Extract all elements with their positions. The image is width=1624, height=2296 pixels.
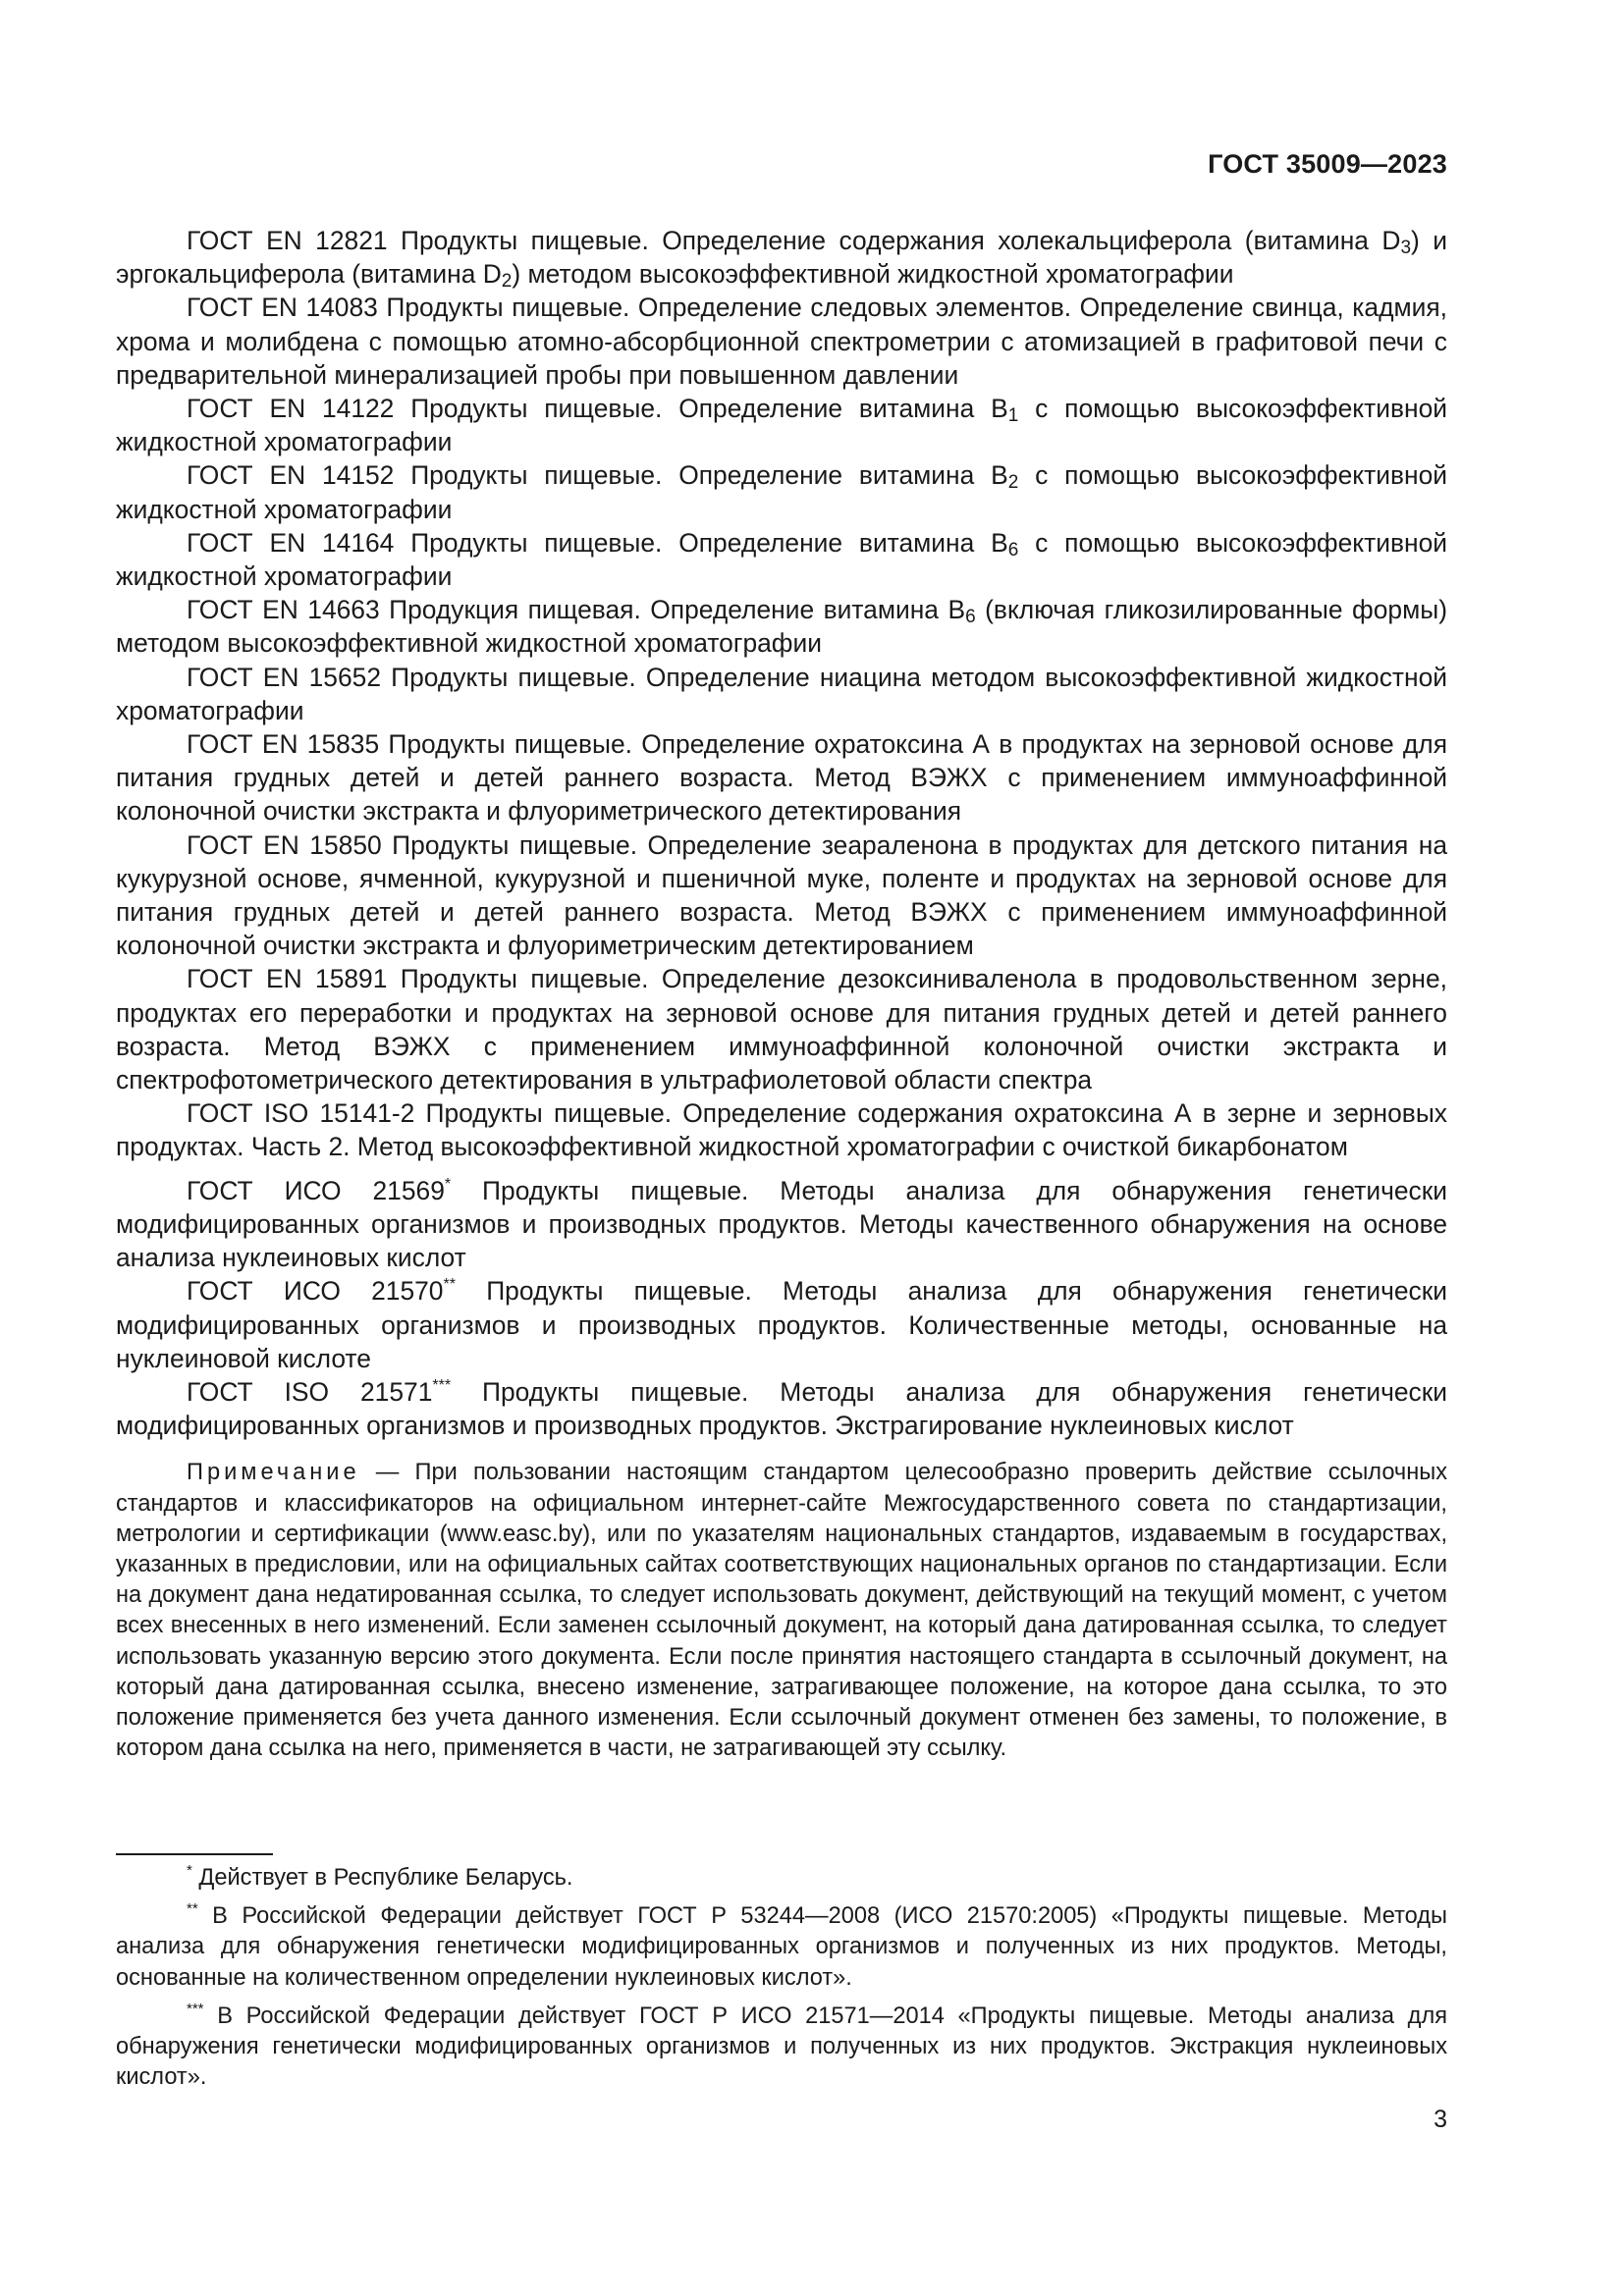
reference-item — [116, 593, 1447, 660]
reference-item — [116, 727, 1447, 828]
reference-item — [116, 392, 1447, 458]
reference-item — [116, 458, 1447, 525]
note-text: — При пользовании настоящим стандартом целесообразно проверить действие ссылочных стандартов и классификаторов на официальном интернет-сайте Межгосударственного совета по стандартизации, метрологии и сертификации (www.easc.by), или по указателям национальных стандартов, издаваемым в государствах, указанных в предисловии, или на официальных сайтах соответствующих национальных органов по стандартизации. Если на документ дана недатированная ссылка, то следует использовать документ, действующий на текущий момент, с учетом всех внесенных в него изменений. Если заменен ссылочный документ, на который дана датированная ссылка, то следует использовать указанную версию этого документа. Если после принятия настоящего стандарта в ссылочный документ, на который дана датированная ссылка, внесено изменение, затрагивающее положение, на которое дана ссылка, то это положение применяется без учета данного изменения. Если ссылочный документ отменен без замены, то положение, в котором дана ссылка на него, применяется в части, не затрагивающей эту ссылку. — [116, 1460, 1447, 1762]
footnote — [116, 2002, 1447, 2094]
reference-text: ) и эргокальциферола (витамина D — [116, 226, 1447, 290]
reference-text: ГОСТ EN 14164 Продукты пищевые. Определение витамина B — [187, 527, 1008, 558]
reference-text: ГОСТ ISO 21571 — [187, 1376, 433, 1407]
document-number-header: ГОСТ 35009—2023 — [1208, 149, 1447, 179]
reference-text: ГОСТ EN 14083 Продукты пищевые. Определение следовых элементов. Определение свинца, кадмия, хрома и молибдена с помощью атомно-абсорбционной спектрометрии с атомизацией в графитовой печи с предварительной минерализацией пробы при повышенном давлении — [116, 293, 1447, 390]
reference-text: ГОСТ EN 15891 Продукты пищевые. Определение дезоксиниваленола в продовольственном зерне, продуктах его переработки и продуктах на зерновой основе для питания грудных детей и детей раннего возраста. Метод ВЭЖХ с применением иммуноаффинной колоночной очистки экстракта и спектрофотометрического детектирования в ультрафиолетовой области спектра — [116, 964, 1447, 1095]
reference-text: ) методом высокоэффективной жидкостной хроматографии — [512, 259, 1234, 290]
reference-text: ГОСТ ИСО 21569 — [187, 1175, 445, 1205]
reference-item — [116, 962, 1447, 1096]
reference-text: (включая гликозилированные формы) методом высокоэффективной жидкостной хроматографии — [116, 595, 1447, 659]
subscript: 1 — [1007, 405, 1019, 427]
footnote-text: В Российской Федерации действует ГОСТ Р ИСО 21571—2014 «Продукты пищевые. Методы анализа для обнаружения генетически модифицированных организмов и полученных из них продуктов. Экстракция нуклеиновых кислот». — [116, 2002, 1447, 2091]
note-label: Примечание — [187, 1460, 360, 1486]
reference-item — [116, 224, 1447, 291]
reference-text: ГОСТ EN 14122 Продукты пищевые. Определение витамина B — [187, 394, 1008, 424]
reference-text: ГОСТ EN 14152 Продукты пищевые. Определение витамина B — [187, 460, 1008, 491]
footnote-reference: * — [444, 1175, 452, 1193]
footnote-separator — [116, 1853, 273, 1855]
reference-text: ГОСТ ИСО 21570 — [187, 1276, 444, 1307]
subscript: 3 — [1400, 238, 1412, 258]
reference-text: ГОСТ EN 15835 Продукты пищевые. Определение охратоксина А в продуктах на зерновой основе для питания грудных детей и детей раннего возраста. Метод ВЭЖХ с применением иммуноаффинной колоночной очистки экстракта и флуориметрического детектирования — [116, 729, 1447, 827]
footnote — [116, 1863, 1447, 1894]
footnote-mark: *** — [187, 2000, 204, 2017]
reference-item — [116, 1096, 1447, 1163]
reference-item — [116, 291, 1447, 392]
note-paragraph — [116, 1458, 1447, 1764]
footnote-mark: * — [187, 1862, 192, 1879]
reference-item — [116, 526, 1447, 593]
footnote-reference: *** — [432, 1376, 452, 1394]
subscript: 2 — [1007, 472, 1019, 494]
reference-item — [116, 1375, 1447, 1442]
subscript: 6 — [965, 607, 976, 628]
reference-text: с помощью высокоэффективной жидкостной хроматографии — [116, 394, 1447, 457]
normative-references — [116, 224, 1447, 1764]
subscript: 2 — [501, 271, 513, 293]
footnote — [116, 1901, 1447, 1994]
footnote-text: В Российской Федерации действует ГОСТ Р 53244—2008 (ИСО 21570:2005) «Продукты пищевые. Методы анализа для обнаружения генетически модифицированных организмов и полученных из них продуктов. Методы, основанные на количественном определении нуклеиновых кислот». — [116, 1903, 1447, 1991]
subscript: 6 — [1007, 539, 1019, 561]
reference-text: ГОСТ EN 12821 Продукты пищевые. Определение содержания холекальциферола (витамина D — [187, 226, 1401, 255]
reference-item — [116, 661, 1447, 727]
reference-text: с помощью высокоэффективной жидкостной хроматографии — [116, 460, 1447, 524]
reference-item — [116, 828, 1447, 963]
reference-text: ГОСТ EN 14663 Продукция пищевая. Определение витамина B — [187, 595, 966, 625]
reference-text: Продукты пищевые. Методы анализа для обнаружения генетически модифицированных организмов и производных продуктов. Методы качественного обнаружения на основе анализа нуклеиновых кислот — [116, 1175, 1447, 1273]
reference-text: Продукты пищевые. Методы анализа для обнаружения генетически модифицированных организмов и производных продуктов. Количественные методы, основанные на нуклеиновой кислоте — [116, 1276, 1447, 1373]
footnotes — [116, 1863, 1447, 2101]
page-number: 3 — [1434, 2106, 1447, 2133]
footnote-reference: ** — [443, 1276, 456, 1294]
footnote-mark: ** — [187, 1900, 198, 1918]
reference-item — [116, 1274, 1447, 1375]
reference-text: ГОСТ ISO 15141-2 Продукты пищевые. Определение содержания охратоксина А в зерне и зерновых продуктах. Часть 2. Метод высокоэффективной жидкостной хроматографии с очисткой бикарбонатом — [116, 1098, 1447, 1162]
reference-text: ГОСТ EN 15652 Продукты пищевые. Определение ниацина методом высокоэффективной жидкостной хроматографии — [116, 662, 1447, 725]
reference-text: Продукты пищевые. Методы анализа для обнаружения генетически модифицированных организмов и производных продуктов. Экстрагирование нуклеиновых кислот — [116, 1376, 1447, 1441]
footnote-text: Действует в Республике Беларусь. — [191, 1865, 573, 1891]
reference-text: с помощью высокоэффективной жидкостной хроматографии — [116, 527, 1447, 592]
reference-item — [116, 1174, 1447, 1275]
reference-list — [116, 224, 1447, 1442]
reference-text: ГОСТ EN 15850 Продукты пищевые. Определение зеараленона в продуктах для детского питания на кукурузной основе, ячменной, кукурузной и пшеничной муке, поленте и продуктах на зерновой основе для питания грудных детей и детей раннего возраста. Метод ВЭЖХ с применением иммуноаффинной колоночной очистки экстракта и флуориметрическим детектированием — [116, 829, 1447, 961]
